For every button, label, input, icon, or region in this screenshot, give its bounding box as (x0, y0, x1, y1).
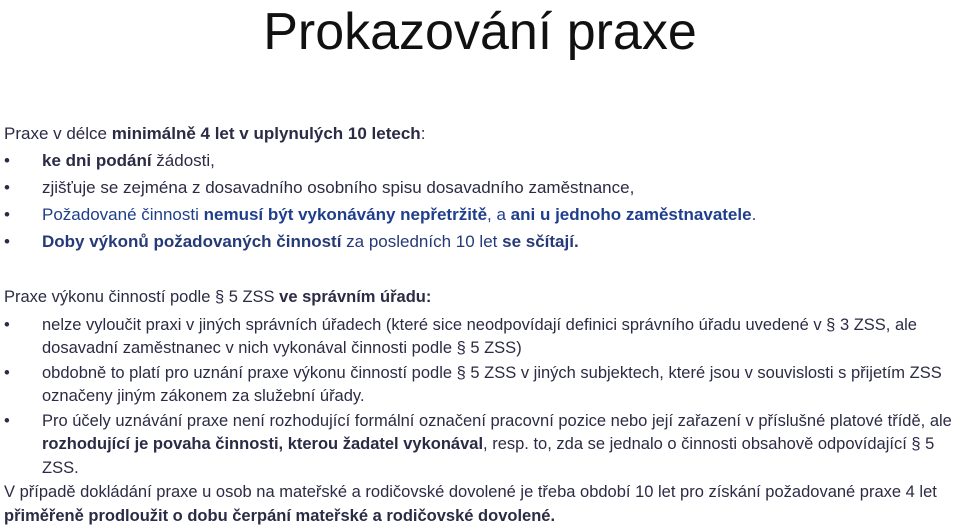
item-emphasis: nemusí být vykonávány nepřetržitě (203, 205, 488, 224)
outro-text: V případě dokládání praxe u osob na mateřské a rodičovské dovolené je třeba období 10 let pro získání požadované praxe 4 let (4, 483, 937, 501)
office-intro (4, 286, 954, 310)
item-text: , resp. to, zda se jednalo o činnosti obsahově odpovídající § 5 ZSS. (42, 435, 935, 477)
requirements-intro (4, 120, 954, 147)
intro-text: Praxe v délce (4, 124, 112, 143)
item-emphasis: Doby výkonů požadovaných činností (42, 232, 342, 251)
bullet-icon: • (4, 232, 10, 251)
bullet-icon: • (4, 315, 10, 334)
item-text: Pro účely uznávání praxe není rozhodující formální označení pracovní pozice nebo její zařazení v příslušné platové třídě, ale (42, 411, 952, 430)
item-text: nelze vyloučit praxi v jiných správních úřadech (které sice neodpovídají definici správního úřadu uvedené v § 3 ZSS, ale dosavadní zaměstnanec v nich vykonával činnosti podle § 5 ZSS) (42, 315, 917, 357)
section-requirements (4, 120, 954, 255)
item-text: . (751, 205, 757, 224)
item-text: , a (487, 205, 511, 224)
bullet-icon: • (4, 151, 10, 170)
item-emphasis: ani u jednoho zaměstnavatele (510, 205, 752, 224)
list-item (4, 228, 954, 255)
section-administrative-office (4, 286, 954, 528)
list-item (4, 362, 954, 409)
bullet-icon: • (4, 205, 10, 224)
intro-emphasis: ve správním úřadu: (279, 288, 432, 306)
list-item (4, 314, 954, 361)
item-emphasis: se sčítají (502, 232, 574, 251)
list-item (4, 147, 954, 174)
page-title: Prokazování praxe (263, 3, 697, 61)
intro-emphasis: minimálně 4 let v uplynulých 10 letech (111, 124, 421, 143)
item-text: obdobně to platí pro uznání praxe výkonu činností podle § 5 ZSS v jiných subjektech, které jsou v souvislosti s přijetím ZSS označeny jiným zákonem za služební úřady. (42, 363, 942, 405)
bullet-icon: • (4, 363, 10, 382)
intro-punct: : (420, 124, 426, 143)
list-item (4, 201, 954, 228)
item-text: za posledních 10 let (341, 232, 503, 251)
item-text: Požadované činnosti (42, 205, 204, 224)
office-list (4, 314, 954, 481)
item-text: žádosti, (151, 151, 215, 170)
bullet-icon: • (4, 411, 10, 430)
intro-text: Praxe výkonu činností podle § 5 ZSS (4, 288, 280, 306)
outro-emphasis: přiměřeně prodloužit o dobu čerpání mateřské a rodičovské dovolené. (4, 506, 556, 525)
bullet-icon: • (4, 178, 10, 197)
requirements-list (4, 147, 954, 255)
item-emphasis: ke dni podání (42, 151, 152, 170)
item-emphasis: rozhodující je povaha činnosti, kterou žadatel vykonával (42, 435, 484, 453)
item-text: . (573, 232, 579, 251)
maternity-note (4, 481, 954, 528)
item-text: zjišťuje se zejména z dosavadního osobního spisu dosavadního zaměstnance, (42, 178, 635, 197)
list-item (4, 410, 954, 481)
list-item (4, 174, 954, 201)
